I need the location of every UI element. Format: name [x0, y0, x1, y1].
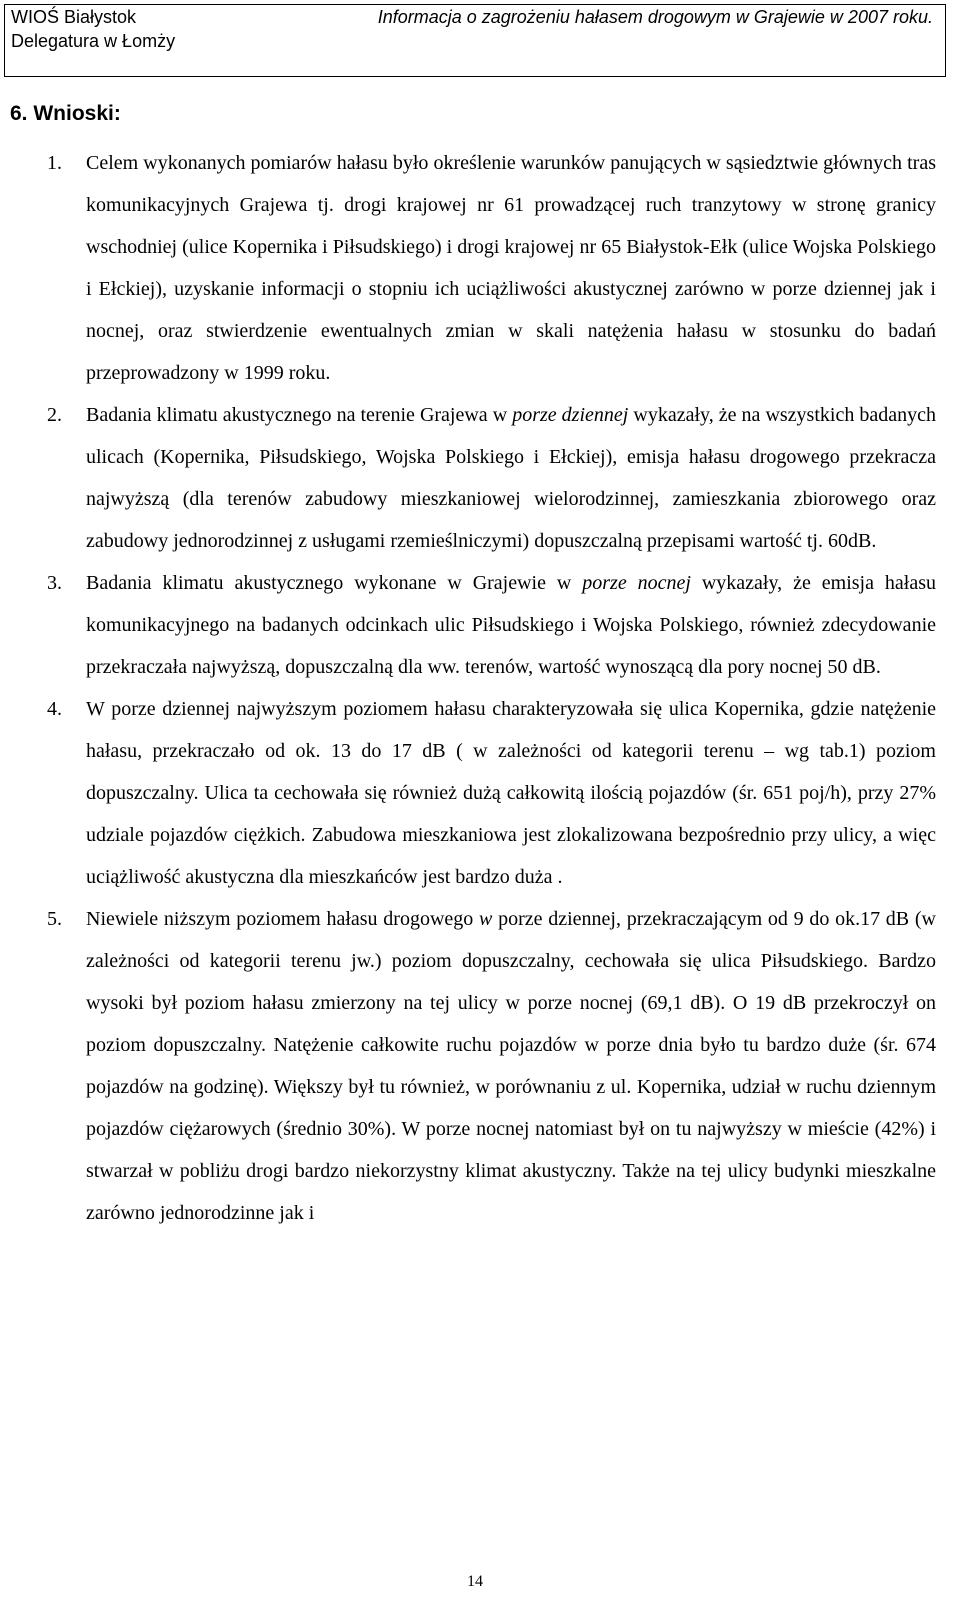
- list-item: [0, 898, 960, 1234]
- emphasis-text: w: [479, 908, 493, 930]
- list-item-number: 2.: [47, 404, 62, 426]
- list-item-text: W porze dziennej najwyższym poziomem hałasu charakteryzowała się ulica Kopernika, gdzie natężenie hałasu, przekraczało od ok. 13 do 17 dB ( w zależności od kategorii terenu – wg tab.1) poziom dopuszczalny. Ulica ta cechowała się również dużą całkowitą ilością pojazdów (śr. 651 poj/h), przy 27% udziale pojazdów ciężkich. Zabudowa mieszkaniowa jest zlokalizowana bezpośrednio przy ulicy, a więc uciążliwość akustyczna dla mieszkańców jest bardzo duża .: [86, 698, 936, 888]
- emphasis-text: porze nocnej: [582, 572, 691, 594]
- list-item-number: 4.: [47, 698, 62, 720]
- text-segment: Niewiele niższym poziomem hałasu drogowego: [86, 908, 479, 930]
- page-header: [4, 4, 946, 77]
- list-item-text: [86, 394, 936, 562]
- section-title: 6. Wnioski:: [10, 102, 121, 125]
- list-item-text: [86, 898, 936, 1234]
- list-item: [0, 394, 960, 562]
- list-item-number: 1.: [47, 152, 62, 174]
- list-item-number: 3.: [47, 572, 62, 594]
- conclusions-list: [0, 142, 960, 1234]
- text-segment: Badania klimatu akustycznego wykonane w Grajewie w: [86, 572, 583, 594]
- list-item: [0, 688, 960, 898]
- header-org-line1: WIOŚ Białystok: [11, 7, 137, 27]
- list-item-text: Celem wykonanych pomiarów hałasu było określenie warunków panujących w sąsiedztwie głównych tras komunikacyjnych Grajewa tj. drogi krajowej nr 61 prowadzącej ruch tranzytowy w stronę granicy wschodniej (ulice Kopernika i Piłsudskiego) i drogi krajowej nr 65 Białystok-Ełk (ulice Wojska Polskiego i Ełckiej), uzyskanie informacji o stopniu ich uciążliwości akustycznej zarówno w porze dziennej jak i nocnej, oraz stwierdzenie ewentualnych zmian w skali natężenia hałasu w stosunku do badań przeprowadzony w 1999 roku.: [86, 152, 936, 384]
- emphasis-text: porze dziennej: [512, 404, 629, 426]
- text-segment: wykazały, że na wszystkich badanych ulicach (Kopernika, Piłsudskiego, Wojska Polskiego i Ełckiej), emisja hałasu drogowego przekracza najwyższą (dla terenów zabudowy mieszkaniowej wielorodzinnej, zamieszkania zbiorowego oraz zabudowy jednorodzinnej z usługami rzemieślniczymi) dopuszczalną przepisami wartość tj. 60dB.: [86, 404, 937, 552]
- header-org-line2: Delegatura w Łomży: [11, 31, 176, 51]
- list-item: [0, 562, 960, 688]
- text-segment: porze dziennej, przekraczającym od 9 do ok.17 dB (w zależności od kategorii terenu jw.) poziom dopuszczalny, cechowała się ulica Piłsudskiego. Bardzo wysoki był poziom hałasu zmierzony na tej ulicy w porze nocnej (69,1 dB). O 19 dB przekroczył on poziom dopuszczalny. Natężenie całkowite ruchu pojazdów w porze dnia było tu bardzo duże (śr. 674 pojazdów na godzinę). Większy był tu również, w porównaniu z ul. Kopernika, udział w ruchu dziennym pojazdów ciężarowych (średnio 30%). W porze nocnej natomiast był on tu najwyższy w mieście (42%) i stwarzał w pobliżu drogi bardzo niekorzystny klimat akustyczny. Także na tej ulicy budynki mieszkalne zarówno jednorodzinne jak i: [86, 908, 936, 1224]
- list-item: [0, 142, 960, 394]
- list-item-text: [86, 562, 936, 688]
- text-segment: wykazały, że emisja hałasu komunikacyjnego na badanych odcinkach ulic Piłsudskiego i Wojska Polskiego, również zdecydowanie przekraczała najwyższą, dopuszczalną dla ww. terenów, wartość wynoszącą dla pory nocnej 50 dB.: [86, 572, 936, 678]
- list-item-number: 5.: [47, 908, 62, 930]
- header-report-title: Informacja o zagrożeniu hałasem drogowym w Grajewie w 2007 roku.: [377, 7, 933, 27]
- header-org: [11, 5, 175, 53]
- text-segment: Badania klimatu akustycznego na terenie Grajewa w: [86, 404, 513, 426]
- page-number: 14: [467, 1573, 483, 1590]
